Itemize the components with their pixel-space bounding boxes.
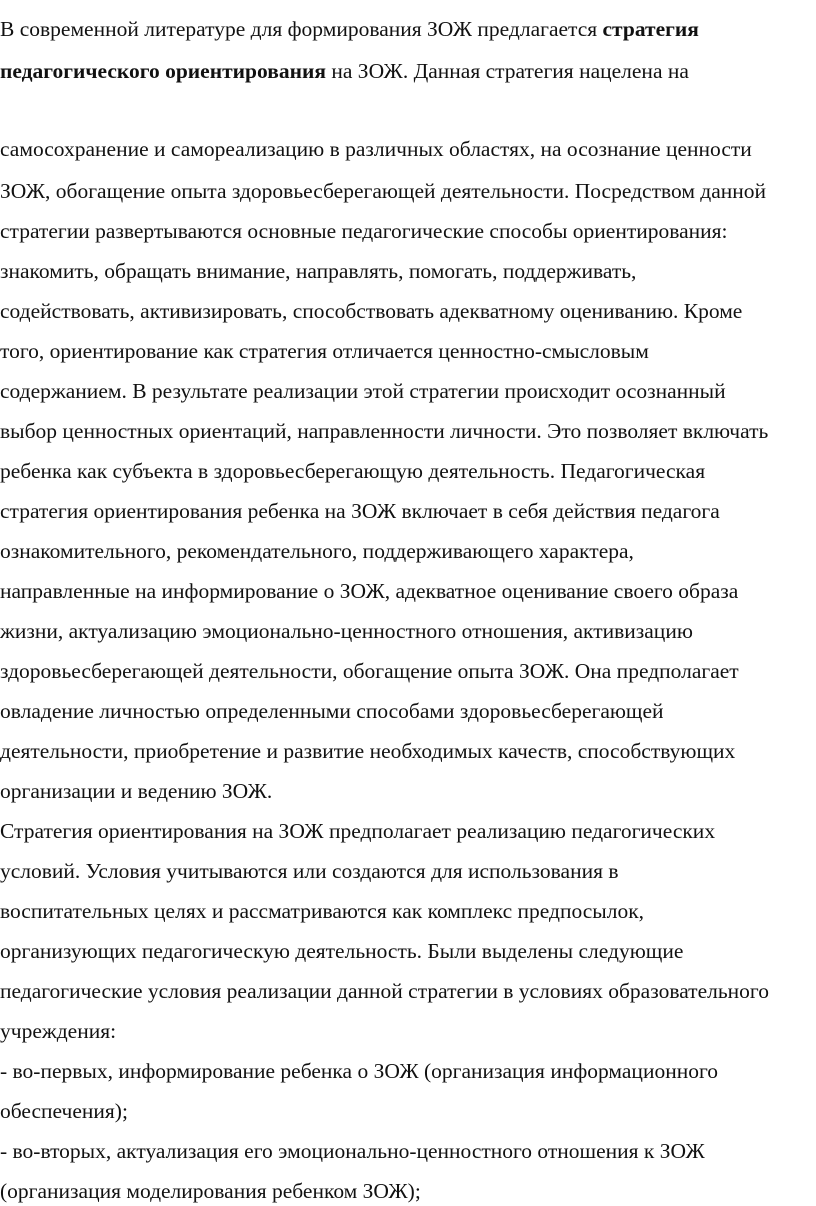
list-item-line: - во-вторых, актуализация его эмоционально-ценностного отношения к ЗОЖ [0,1139,705,1163]
paragraph-line: ЗОЖ, обогащение опыта здоровьесберегающей деятельности. Посредством данной [0,179,767,203]
paragraph-line: условий. Условия учитываются или создаются для использования в [0,859,619,883]
paragraph-line: Стратегия ориентирования на ЗОЖ предполагает реализацию педагогических [0,819,716,843]
paragraph-line: ребенка как субъекта в здоровьесберегающую деятельность. Педагогическая [0,459,706,483]
list-item-line: - во-первых, информирование ребенка о ЗОЖ (организация информационного [0,1059,718,1083]
paragraph-line: здоровьесберегающей деятельности, обогащение опыта ЗОЖ. Она предполагает [0,659,739,683]
paragraph-line: учреждения: [0,1019,117,1043]
paragraph-line: содержанием. В результате реализации этой стратегии происходит осознанный [0,379,726,403]
list-item-line: (организация моделирования ребенком ЗОЖ); [0,1179,421,1203]
paragraph-line: овладение личностью определенными способами здоровьесберегающей [0,699,664,723]
paragraph-text: В современной литературе для формирования ЗОЖ предлагается [0,17,603,41]
paragraph-line: жизни, актуализацию эмоционально-ценностного отношения, активизацию [0,619,693,643]
paragraph-text: на ЗОЖ. Данная стратегия нацелена на [326,59,689,83]
paragraph-line: педагогические условия реализации данной стратегии в условиях образовательного [0,979,769,1003]
bold-term: стратегия [602,17,699,41]
paragraph-line: знакомить, обращать внимание, направлять, помогать, поддерживать, [0,259,637,283]
paragraph-line: стратегии развертываются основные педагогические способы ориентирования: [0,219,728,243]
paragraph-line: организации и ведению ЗОЖ. [0,779,273,803]
paragraph-line: стратегия ориентирования ребенка на ЗОЖ включает в себя действия педагога [0,499,720,523]
list-item-line: обеспечения); [0,1099,128,1123]
paragraph-line: того, ориентирование как стратегия отличается ценностно-смысловым [0,339,649,363]
paragraph-line [0,16,699,42]
paragraph-line [0,58,689,84]
paragraph-line: направленные на информирование о ЗОЖ, адекватное оценивание своего образа [0,579,739,603]
paragraph-line: содействовать, активизировать, способствовать адекватному оцениванию. Кроме [0,299,743,323]
bold-term: педагогического ориентирования [0,59,326,83]
paragraph-line: организующих педагогическую деятельность. Были выделены следующие [0,939,684,963]
paragraph-line: ознакомительного, рекомендательного, поддерживающего характера, [0,539,634,563]
paragraph-line: выбор ценностных ориентаций, направленности личности. Это позволяет включать [0,419,769,443]
paragraph-line: самосохранение и самореализацию в различных областях, на осознание ценности [0,137,752,161]
paragraph-line: воспитательных целях и рассматриваются как комплекс предпосылок, [0,899,645,923]
paragraph-line: деятельности, приобретение и развитие необходимых качеств, способствующих [0,739,736,763]
